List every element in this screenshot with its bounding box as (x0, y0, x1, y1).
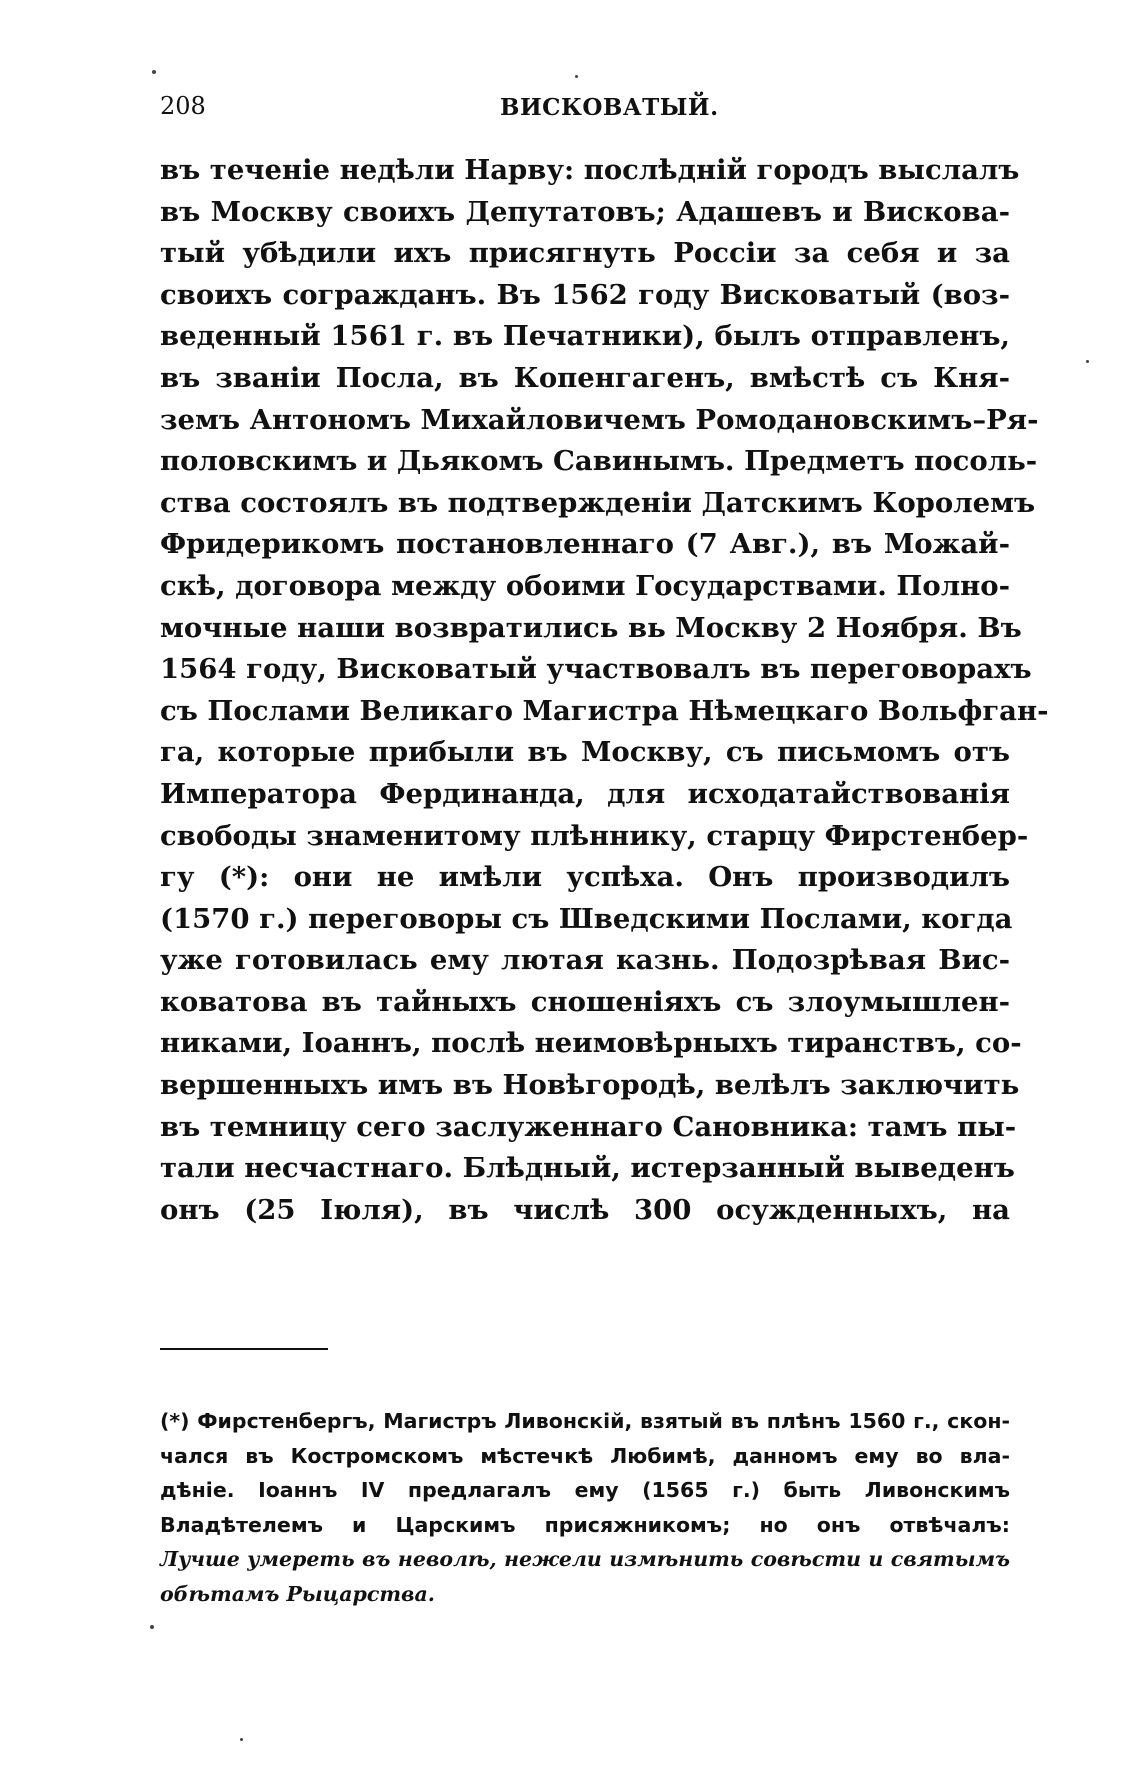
text-line: онъ (25 Іюля), въ числѣ 300 осужденныхъ, на (160, 1193, 1010, 1226)
text-line: веденный 1561 г. въ Печатники), былъ отправленъ, (160, 320, 1010, 353)
text-line: земъ Антономъ Михайловичемъ Ромодановскимъ–Ря- (160, 403, 1039, 436)
main-text (160, 150, 1049, 1231)
footnote-line: Владѣтелемъ и Царскимъ присяжникомъ; но онъ отвѣчалъ: (160, 1512, 1010, 1537)
paper-speck (575, 75, 578, 78)
text-line: съ Послами Великаго Магистра Нѣмецкаго Вольфган- (160, 694, 1049, 727)
text-line: въ Москву своихъ Депутатовъ; Адашевъ и Висковa- (160, 195, 1010, 228)
text-line: половскимъ и Дьякомъ Савинымъ. Предметъ посоль- (160, 445, 1038, 478)
text-line: въ теченіе недѣли Нарву: послѣдній городъ выслалъ (160, 154, 1020, 186)
footnote-separator (160, 1348, 328, 1350)
text-line: въ званіи Посла, въ Копенгагенъ, вмѣстѣ съ Кня- (160, 361, 1010, 394)
footnote (160, 1404, 1010, 1611)
text-line: тали несчастнаго. Блѣдный, истерзанный выведенъ (160, 1152, 1015, 1185)
text-line: въ темницу сего заслуженнаго Сановника: тамъ пы- (160, 1110, 1017, 1143)
text-line: уже готовилась ему лютая казнь. Подозрѣвая Вис- (160, 944, 1010, 977)
text-line: никами, Іоаннъ, послѣ неимовѣрныхъ тиранствъ, со- (160, 1027, 1022, 1060)
text-line: тый убѣдили ихъ присягнуть Россіи за себя и за (160, 237, 1010, 270)
paper-speck (240, 1738, 243, 1741)
text-line: Императора Фердинанда, для исходатайствованія (160, 777, 1010, 810)
text-line: гу (*): они не имѣли успѣха. Онъ производилъ (160, 861, 1010, 894)
text-line: свободы знаменитому плѣннику, старцу Фирстенбер- (160, 819, 1029, 852)
text-line: мочные наши возвратились вь Москву 2 Ноября. Въ (160, 611, 1022, 644)
footnote-quote-line: Лучше умереть въ неволѣ, нежели измѣнить совѣсти и святымъ (160, 1547, 1010, 1571)
text-line: 1564 году, Висковатый участвовалъ въ переговорахъ (160, 653, 1032, 686)
footnote-line: дѣніе. Іоаннъ IV предлагалъ ему (1565 г.) быть Ливонскимъ (160, 1478, 1010, 1502)
paper-speck (150, 1625, 154, 1629)
page-number: 208 (160, 92, 206, 120)
footnote-line: (*) Фирстенбергъ, Магистръ Ливонскій, взятый въ плѣнъ 1560 г., скон- (160, 1409, 1010, 1433)
text-line: Фридерикомъ постановленнаго (7 Авг.), въ Можай- (160, 528, 1010, 561)
footnote-quote-line: обѣтамъ Рыцарства. (160, 1581, 435, 1606)
text-line: ства состоялъ въ подтвержденіи Датскимъ Королемъ (160, 486, 1036, 519)
text-line: коватова въ тайныхъ сношеніяхъ съ злоумышлен- (160, 985, 1010, 1018)
text-line: вершенныхъ имъ въ Новѣгородѣ, велѣлъ заключить (160, 1069, 1020, 1102)
paper-speck (152, 70, 156, 74)
paper-speck (1086, 360, 1089, 363)
text-line: га, которые прибыли въ Москву, съ письмомъ отъ (160, 736, 1010, 769)
footnote-line: чался въ Костромскомъ мѣстечкѣ Любимѣ, данномъ ему во вла- (160, 1443, 1010, 1468)
running-title: ВИСКОВАТЫЙ. (500, 94, 719, 121)
text-line: скѣ, договора между обоими Государствами. Полно- (160, 569, 1010, 602)
text-line: (1570 г.) переговоры съ Шведскими Послами, когда (160, 902, 1013, 935)
text-line: своихъ согражданъ. Въ 1562 году Висковатый (воз- (160, 278, 1010, 311)
page-header (160, 92, 980, 132)
